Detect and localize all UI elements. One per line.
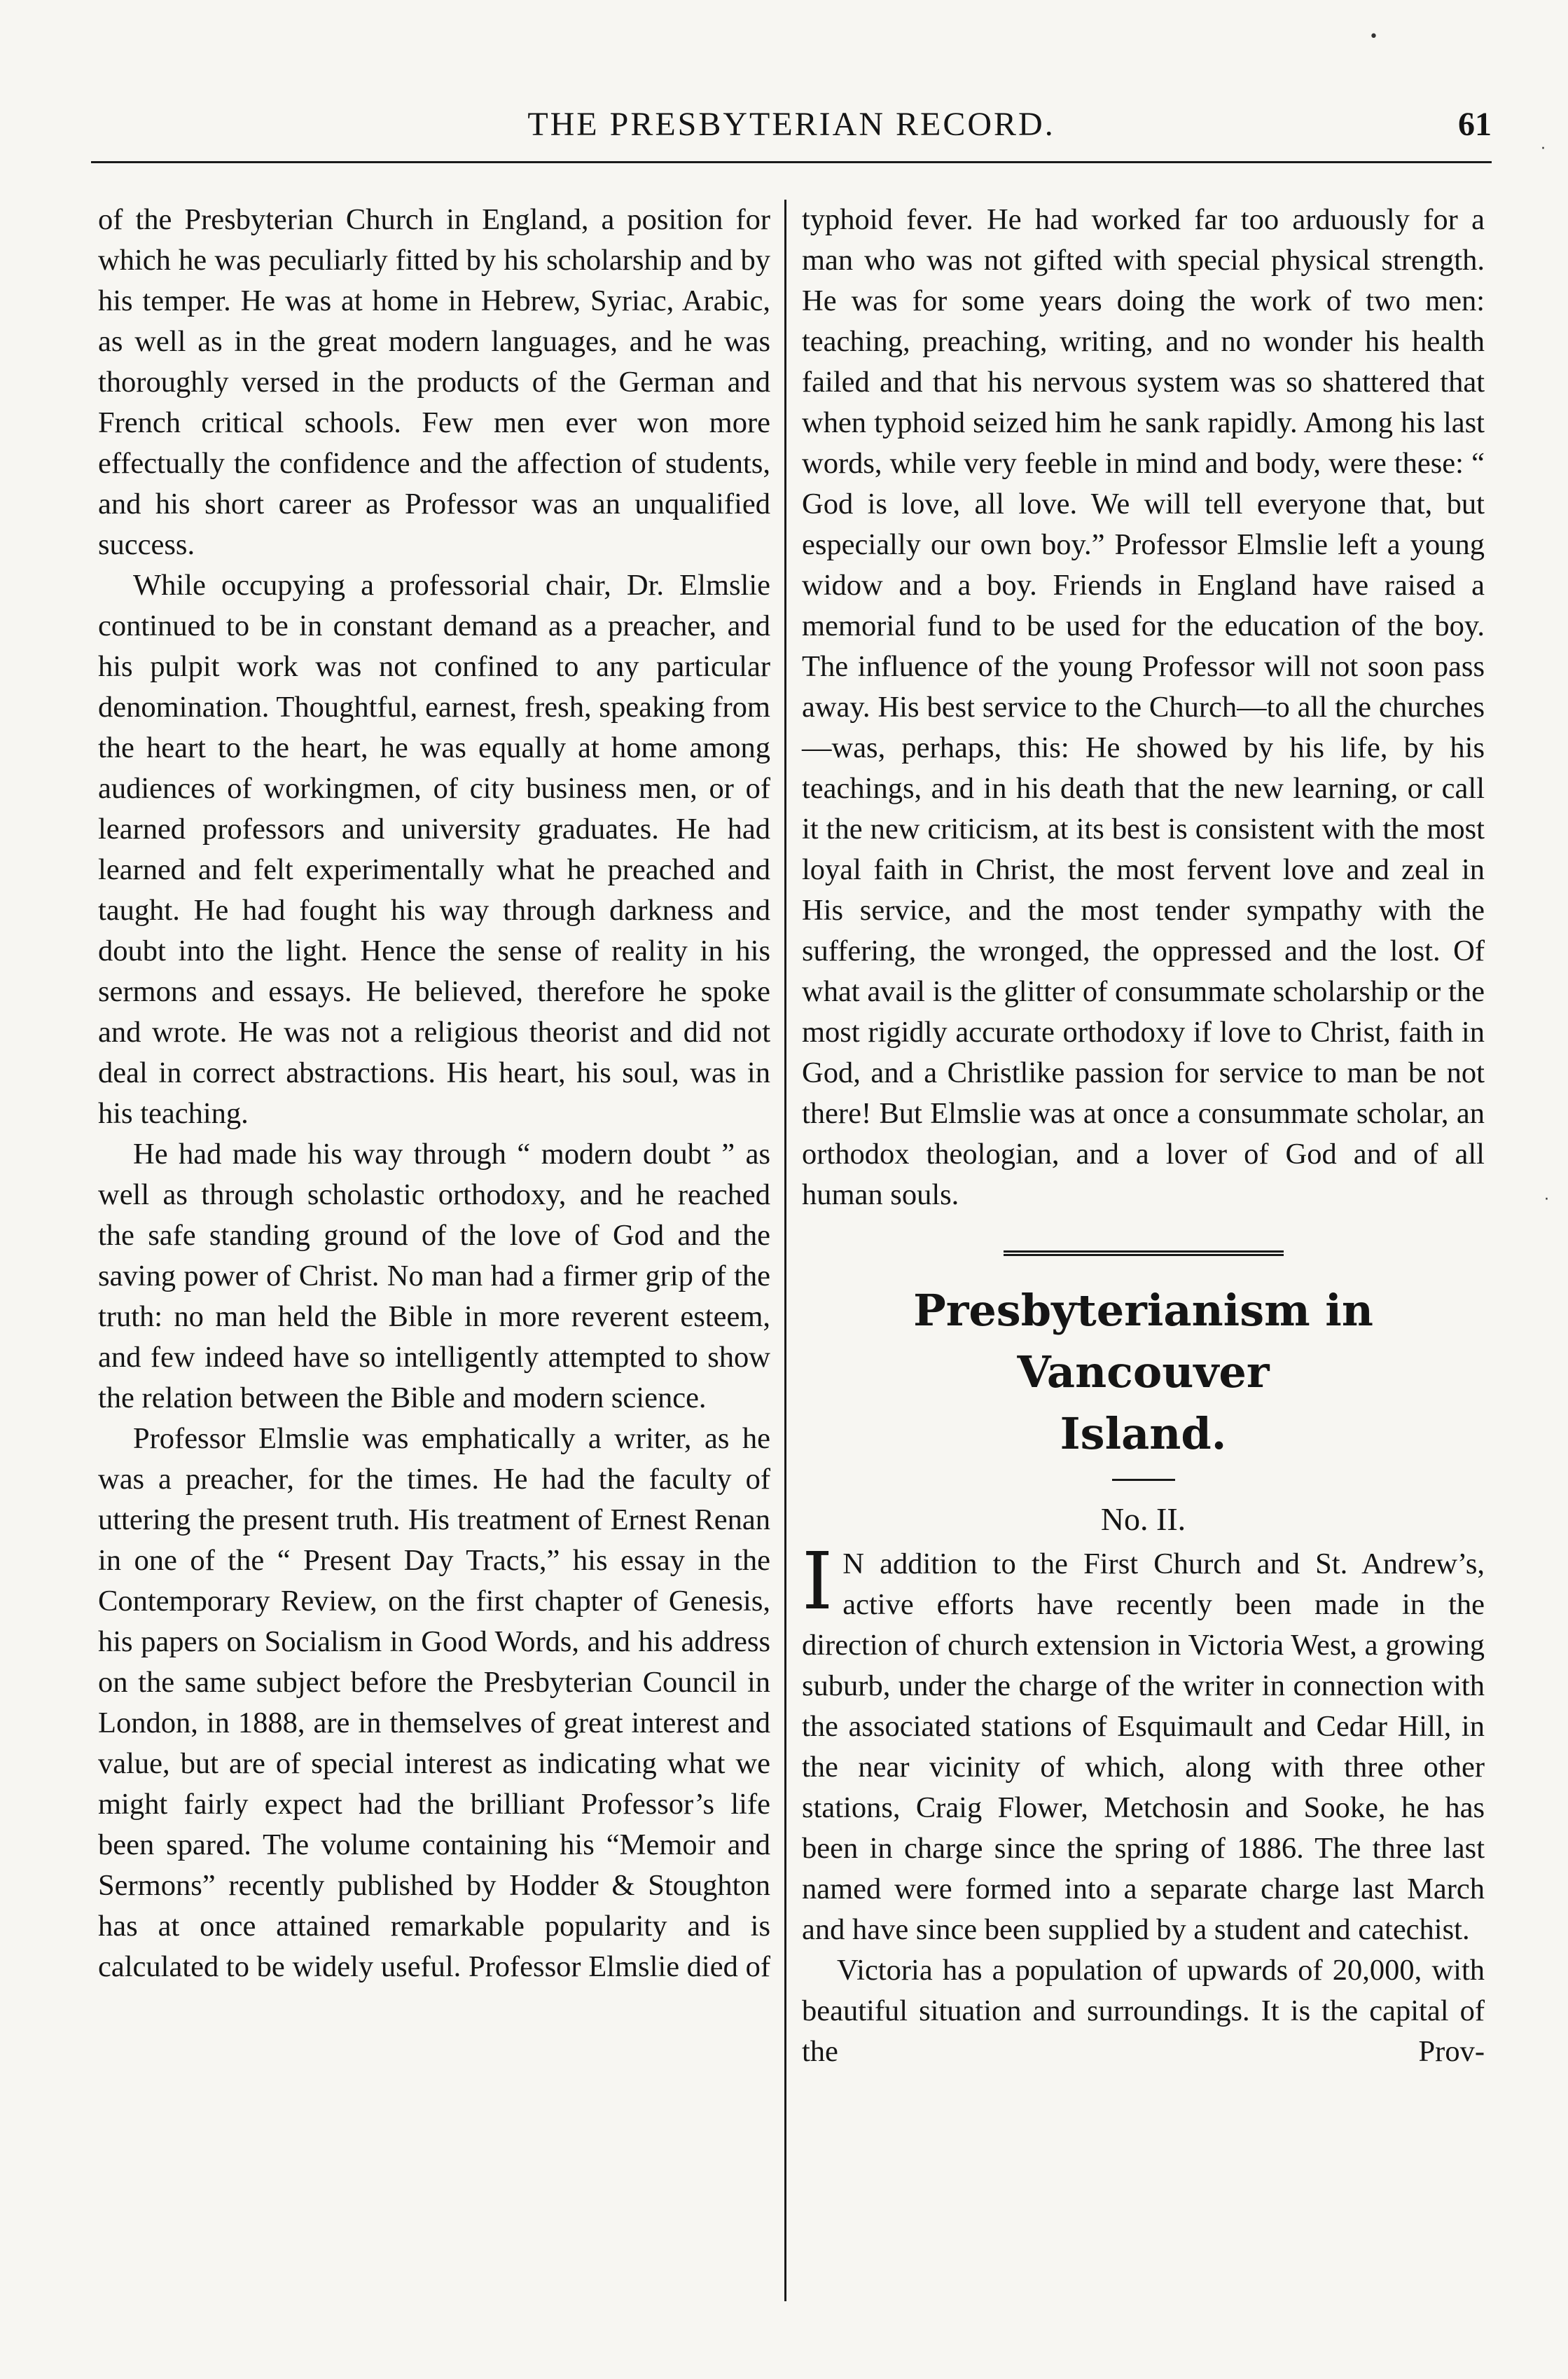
section-number: No. II.	[1100, 1501, 1186, 1537]
right-column	[802, 200, 1485, 2072]
article-paragraph-2: Victoria has a population of upwards of 20,000, with beautiful situation and surroundings. It is the capital of the Prov-	[802, 1954, 1485, 2068]
left-column	[98, 200, 770, 1987]
section-title-line-1: Presbyterianism in Vancouver	[913, 1285, 1373, 1398]
left-paragraph-4: Professor Elmslie was emphatically a writer, as he was a preacher, for the times. He had the faculty of uttering the present truth. His treatment of Ernest Renan in one of the “ Present Day Tracts,” his essay in the Contemporary Review, on the first chapter of Genesis, his papers on Socialism in Good Words, and his address on the same subject before the Presbyterian Council in London, in 1888, are in themselves of great interest and value, but are of special interest as indicating what we might fairly expect had the brilliant Professor’s life been spared. The volume containing his “Memoir and Sermons” recently published by Hodder & Stoughton has at once attained remarkable popularity and is calculated to be widely useful. Professor Elmslie died of	[98, 1422, 770, 1983]
article-paragraph-1-text: N addition to the First Church and St. Andrew’s, active efforts have recently been made in the direction of church extension in Victoria West, a growing suburb, under the charge of the writer in connection with the associated stations of Esquimault and Cedar Hill, in the near vicinity of which, along with three other stations, Craig Flower, Metchosin and Sooke, he has been in charge since the spring of 1886. The three last named were formed into a separate charge last March and have since been supplied by a student and catechist.	[802, 1547, 1485, 1946]
page-header	[91, 91, 1492, 147]
title-rule	[1112, 1479, 1175, 1481]
header-rule	[91, 161, 1492, 163]
print-speck: •	[1369, 28, 1378, 46]
running-title: THE PRESBYTERIAN RECORD.	[527, 106, 1055, 143]
section-separator	[1004, 1250, 1284, 1256]
print-speck: ·	[1544, 1191, 1549, 1208]
article-paragraph-1	[802, 1536, 1485, 1950]
section-title-line-2: Island.	[1060, 1408, 1227, 1459]
drop-cap: I	[802, 1536, 833, 1627]
left-paragraph-1: of the Presbyterian Church in England, a position for which he was peculiarly fitted by his scholarship and by his temper. He was at home in Hebrew, Syriac, Arabic, as well as in the great modern languages, and he was thoroughly versed in the products of the German and French critical schools. Few men ever won more effectually the confidence and the affection of students, and his short career as Professor was an unqualified success.	[98, 203, 770, 561]
page-number: 61	[1458, 106, 1492, 143]
column-divider	[784, 200, 786, 2301]
section-title	[802, 1280, 1485, 1465]
left-paragraph-2: While occupying a professorial chair, Dr. Elmslie continued to be in constant demand as a preacher, and his pulpit work was not confined to any particular denomination. Thoughtful, earnest, fresh, speaking from the heart to the heart, he was equally at home among audiences of workingmen, of city business men, or of learned professors and university graduates. He had learned and felt experimentally what he preached and taught. He had fought his way through darkness and doubt into the light. Hence the sense of reality in his sermons and essays. He believed, therefore he spoke and wrote. He was not a religious theorist and did not deal in correct abstractions. His heart, his soul, was in his teaching.	[98, 569, 770, 1130]
left-paragraph-3: He had made his way through “ modern doubt ” as well as through scholastic orthodoxy, and he reached the safe standing ground of the love of God and the saving power of Christ. No man had a firmer grip of the truth: no man held the Bible in more reverent esteem, and few indeed have so intelligently attempted to show the relation between the Bible and modern science.	[98, 1138, 770, 1414]
print-speck: ·	[1541, 140, 1546, 158]
right-continuation-paragraph: typhoid fever. He had worked far too arduously for a man who was not gifted with special physical strength. He was for some years doing the work of two men: teaching, preaching, writing, and no wonder his health failed and that his nervous system was so shattered that when typhoid seized him he sank rapidly. Among his last words, while very feeble in mind and body, were these: “ God is love, all love. We will tell everyone that, but especially our own boy.” Professor Elmslie left a young widow and a boy. Friends in England have raised a memorial fund to be used for the education of the boy. The influence of the young Professor will not soon pass away. His best service to the Church—to all the churches—was, perhaps, this: He showed by his life, by his teachings, and in his death that the new learning, or call it the new criticism, at its best is consistent with the most loyal faith in Christ, the most fervent love and zeal in His service, and the most tender sympathy with the suffering, the wronged, the oppressed and the lost. Of what avail is the glitter of consummate scholarship or the most rigidly accurate orthodoxy if love to Christ, faith in God, and a Christlike passion for service to man be not there! But Elmslie was at once a consummate scholar, an orthodox theologian, and a lover of God and of all human souls.	[802, 203, 1485, 1211]
